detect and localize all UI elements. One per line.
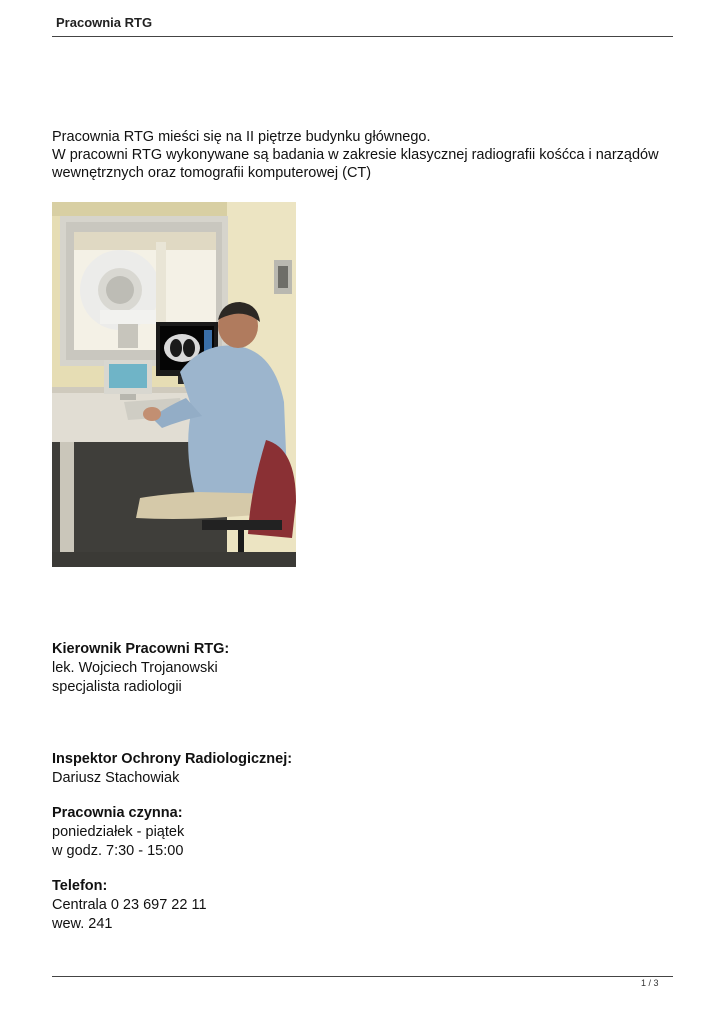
header-divider (52, 36, 673, 37)
phone-block (52, 877, 207, 934)
head-heading: Kierownik Pracowni RTG: (52, 641, 230, 657)
footer-divider (52, 976, 673, 977)
hours-time: w godz. 7:30 - 15:00 (52, 843, 184, 859)
inspector-block (52, 750, 292, 788)
inspector-heading: Inspektor Ochrony Radiologicznej: (52, 751, 293, 767)
hours-days: poniedziałek - piątek (52, 824, 185, 840)
head-role: specjalista radiologii (52, 679, 182, 695)
intro-line-services: W pracowni RTG wykonywane są badania w zakresie klasycznej radiografii kośćca i narządów wewnętrznych oraz tomografii komputerowej (CT) (52, 147, 659, 181)
page-number: 1 / 3 (641, 978, 659, 988)
head-of-department-block (52, 640, 229, 697)
phone-extension: wew. 241 (52, 916, 113, 932)
intro-line-location: Pracownia RTG mieści się na II piętrze budynku głównego. (52, 129, 431, 145)
phone-heading: Telefon: (52, 878, 108, 894)
intro-text (52, 128, 692, 182)
inspector-name: Dariusz Stachowiak (52, 770, 180, 786)
phone-main: Centrala 0 23 697 22 11 (52, 897, 207, 913)
opening-hours-block (52, 804, 184, 861)
hours-heading: Pracownia czynna: (52, 805, 183, 821)
ct-room-photo (52, 202, 296, 567)
head-name: lek. Wojciech Trojanowski (52, 660, 218, 676)
page-header-title: Pracownia RTG (56, 15, 153, 30)
